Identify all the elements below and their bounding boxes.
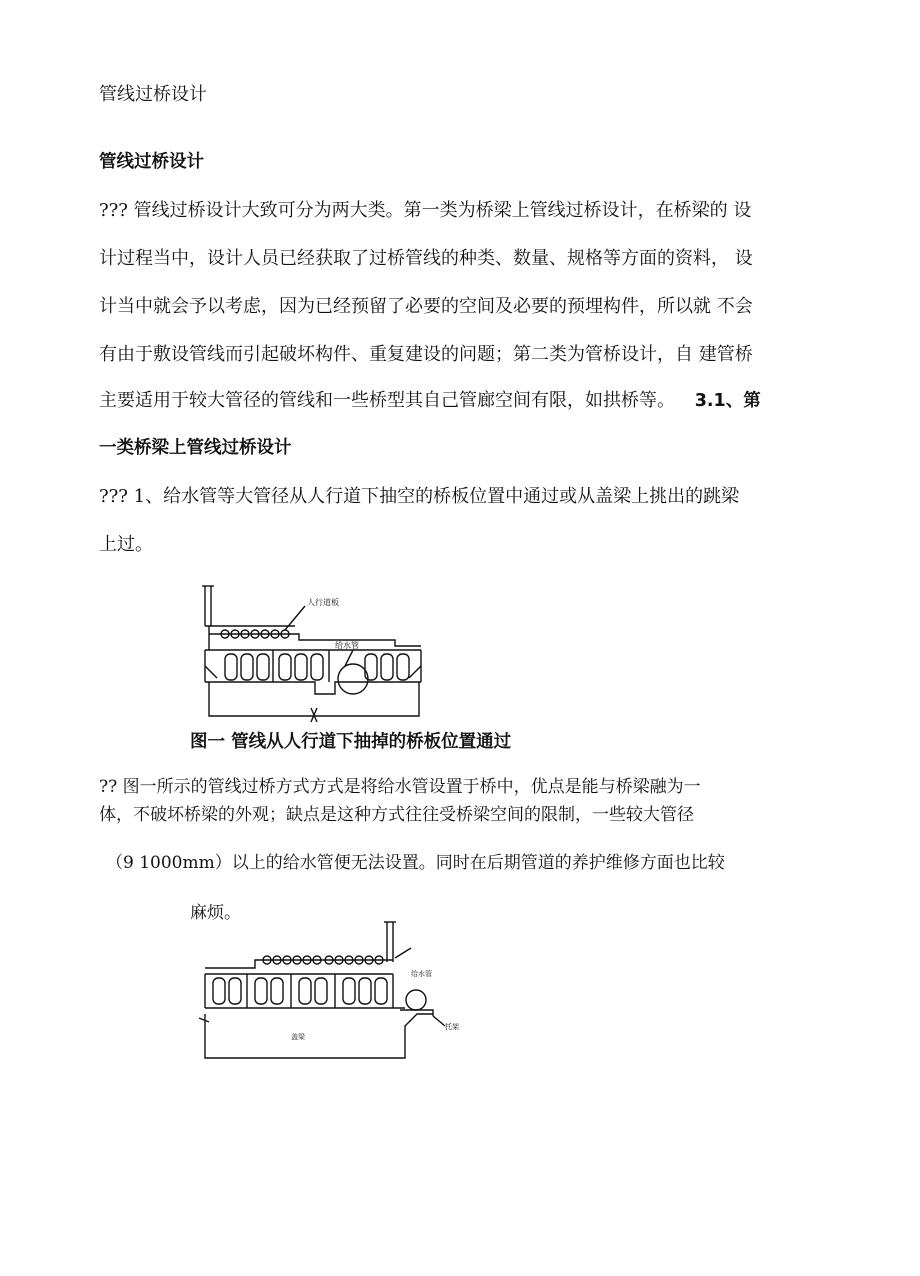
paragraph-text: 主要适用于较大管径的管线和一些桥型其自己管廊空间有限，如拱桥等。 xyxy=(99,390,675,411)
paragraph-line: 上过。 xyxy=(99,534,153,555)
paragraph-line: （9 1000mm）以上的给水管便无法设置。同时在后期管道的养护维修方面也比较 xyxy=(106,853,725,873)
paragraph-line: 计当中就会予以考虑，因为已经预留了必要的空间及必要的预埋构件，所以就 不会 xyxy=(99,296,753,317)
subsection-number: 3.1、第 xyxy=(694,391,761,411)
paragraph-line: 麻烦。 xyxy=(190,903,241,923)
figure-2-label-beam: 盖梁 xyxy=(291,1033,305,1041)
figure-1-label-walkway: 人行道板 xyxy=(307,598,339,607)
doc-header-title: 管线过桥设计 xyxy=(99,84,207,105)
paragraph-line: ??? 1、给水管等大管径从人行道下抽空的桥板位置中通过或从盖梁上挑出的跳梁 xyxy=(99,486,740,507)
paragraph-line: 有由于敷设管线而引起破坏构件、重复建设的问题；第二类为管桥设计，自 建管桥 xyxy=(99,344,753,365)
figure-2-label-pipe: 给水管 xyxy=(411,970,432,978)
section-title: 管线过桥设计 xyxy=(99,152,204,172)
paragraph-line: ??? 管线过桥设计大致可分为两大类。第一类为桥梁上管线过桥设计，在桥梁的 设 xyxy=(99,200,752,221)
figure-2-label-bracket: 托架 xyxy=(445,1023,459,1031)
paragraph-line xyxy=(99,386,761,412)
figure-1-caption: 图一 管线从人行道下抽掉的桥板位置通过 xyxy=(190,732,512,752)
figure-1-label-pipe: 给水管 xyxy=(335,641,359,650)
figure-2-bridge-section xyxy=(195,918,470,1063)
paragraph-line: ?? 图一所示的管线过桥方式方式是将给水管设置于桥中，优点是能与桥梁融为一 xyxy=(99,777,701,797)
figure-1-bridge-section xyxy=(195,582,435,722)
subsection-title: 一类桥梁上管线过桥设计 xyxy=(99,438,292,458)
paragraph-line: 体，不破坏桥梁的外观；缺点是这种方式往往受桥梁空间的限制，一些较大管径 xyxy=(99,805,694,825)
paragraph-line: 计过程当中，设计人员已经获取了过桥管线的种类、数量、规格等方面的资料， 设 xyxy=(99,248,753,269)
